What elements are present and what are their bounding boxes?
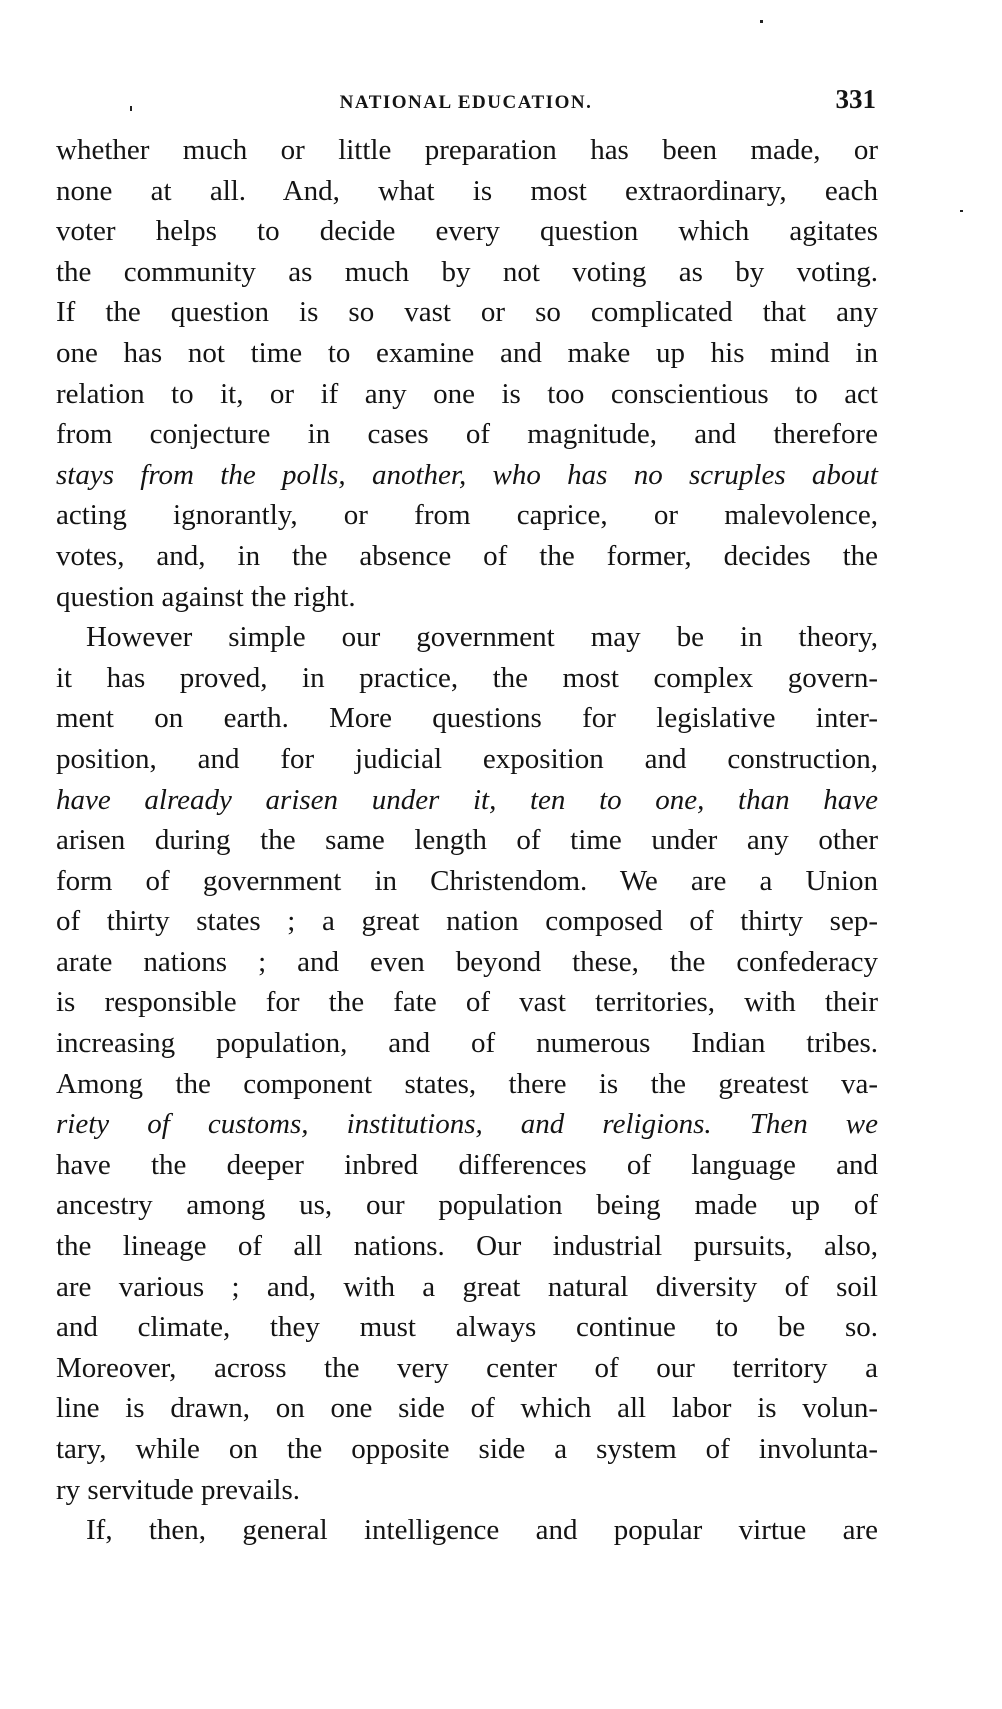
stray-mark [760, 20, 763, 23]
stray-mark [960, 210, 963, 212]
text-line: have the deeper inbred differences of language and [56, 1148, 878, 1181]
text-line: one has not time to examine and make up his mind in [56, 336, 878, 369]
text-line: the community as much by not voting as by voting. [56, 255, 878, 288]
text-line: tary, while on the opposite side a system of involunta- [56, 1433, 878, 1465]
text-line: is responsible for the fate of vast territories, with their [56, 986, 878, 1019]
text-line: the lineage of all nations. Our industrial pursuits, also, [56, 1230, 878, 1263]
text-line: ry servitude prevails. [56, 1473, 301, 1506]
text-line: line is drawn, on one side of which all labor is volun- [56, 1392, 878, 1425]
text-line: from conjecture in cases of magnitude, and therefore [56, 418, 878, 451]
text-line: have already arisen under it, ten to one, than have [56, 783, 878, 816]
text-line: form of government in Christendom. We are a Union [56, 864, 878, 897]
text-line: However simple our government may be in theory, [86, 621, 878, 654]
text-line: are various ; and, with a great natural diversity of soil [56, 1270, 878, 1303]
text-line: Moreover, across the very center of our territory a [56, 1351, 878, 1384]
text-line: Among the component states, there is the greatest va- [56, 1067, 878, 1100]
text-line: none at all. And, what is most extraordinary, each [56, 174, 878, 207]
text-line: arisen during the same length of time under any other [56, 824, 878, 857]
page-header [56, 84, 876, 124]
text-line: relation to it, or if any one is too conscientious to act [56, 377, 878, 410]
text-line: question against the right. [56, 580, 356, 613]
text-line: ment on earth. More questions for legislative inter- [56, 702, 878, 735]
text-line: whether much or little preparation has been made, or [56, 134, 878, 166]
text-line: riety of customs, institutions, and religions. Then we [56, 1108, 878, 1141]
text-line: and climate, they must always continue to be so. [56, 1311, 878, 1344]
page-number: 331 [835, 84, 876, 114]
text-line: position, and for judicial exposition and construction, [56, 742, 878, 775]
text-line: ancestry among us, our population being made up of [56, 1189, 878, 1222]
text-line: voter helps to decide every question which agitates [56, 215, 878, 248]
text-line: stays from the polls, another, who has no scruples about [56, 458, 878, 491]
text-line: of thirty states ; a great nation composed of thirty sep- [56, 905, 878, 938]
text-line: If, then, general intelligence and popular virtue are [86, 1514, 878, 1547]
running-head: NATIONAL EDUCATION. [339, 92, 593, 113]
text-line: it has proved, in practice, the most complex govern- [56, 661, 878, 694]
text-line: acting ignorantly, or from caprice, or malevolence, [56, 499, 878, 532]
body-text [56, 130, 878, 1551]
text-line: If the question is so vast or so complicated that any [56, 296, 878, 329]
text-line: arate nations ; and even beyond these, the confederacy [56, 945, 878, 978]
text-line: votes, and, in the absence of the former, decides the [56, 539, 878, 572]
text-line: increasing population, and of numerous Indian tribes. [56, 1027, 878, 1060]
